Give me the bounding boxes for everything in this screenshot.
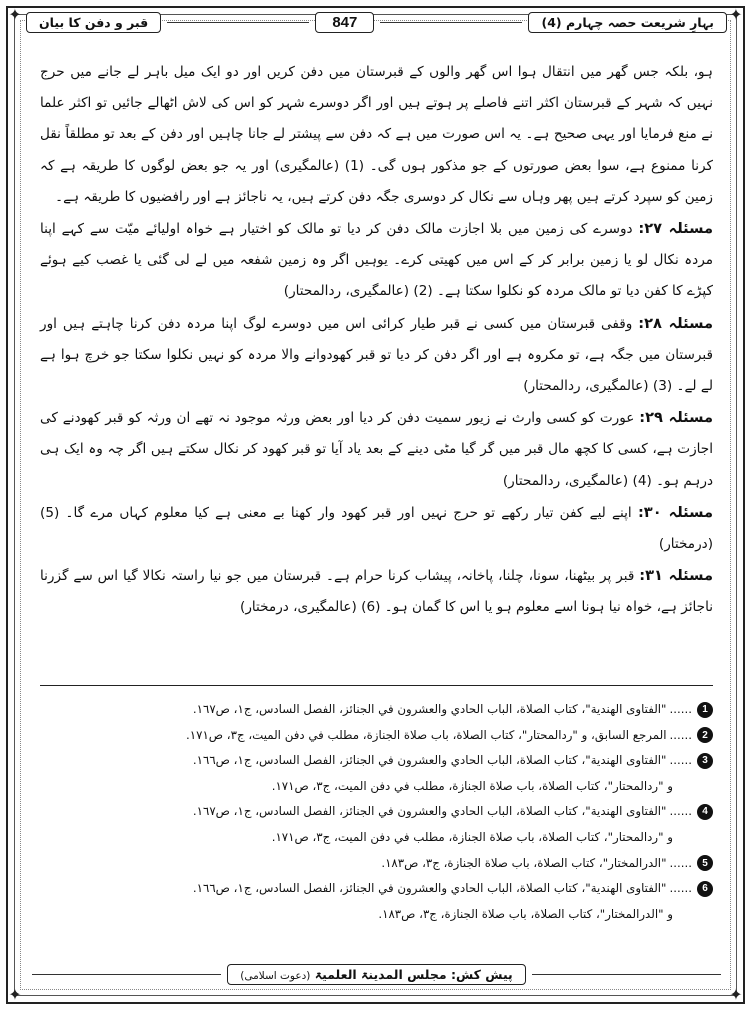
leader-dots: ...... — [669, 727, 692, 742]
paragraph — [40, 213, 713, 308]
corner-ornament: ✦ — [729, 5, 743, 24]
presented-by-label: پیش کش: — [450, 966, 513, 982]
footnote — [40, 723, 713, 749]
footnote — [40, 799, 713, 825]
footnote — [40, 748, 713, 774]
masala-label: مسئلہ ۲۸: — [638, 314, 713, 332]
footnote-continuation — [40, 902, 713, 928]
paragraph — [40, 402, 713, 497]
footnote — [40, 876, 713, 902]
footnote-text: المرجع السابق، و "ردالمحتار"، كتاب الصلاة، باب صلاة الجنازة، مطلب في دفن الميت، ج٣، ص١٧١. — [186, 727, 667, 742]
header-rule — [167, 22, 309, 23]
chapter-title: قبر و دفن کا بیان — [26, 12, 161, 33]
paragraph-text: اپنے لیے کفن تیار رکھے تو حرج نہیں اور قبر کھود وار کھنا بے معنی ہے کیا معلوم کہاں مرے گا۔ (5) (درمختار) — [40, 504, 713, 553]
footnote-number: 6 — [697, 881, 713, 897]
masala-label: مسئلہ ۳۱: — [639, 567, 714, 585]
paragraph — [40, 497, 713, 560]
leader-dots: ...... — [669, 702, 692, 716]
footer-rule — [532, 974, 721, 975]
footnote-text: "الفتاوى الهندية"، كتاب الصلاة، الباب الحادي والعشرون في الجنائز، الفصل السادس، ج١، ص١٦٦. — [192, 881, 667, 896]
footnote-number: 1 — [697, 702, 713, 718]
footnote-text: "الفتاوى الهندية"، كتاب الصلاة، الباب الحادي والعشرون في الجنائز، الفصل السادس، ج١، ص١٦٦. — [192, 753, 667, 768]
footnote-text: "الدرالمختار"، كتاب الصلاة، باب صلاة الجنازة، ج٣، ص١٨٣. — [381, 855, 667, 870]
corner-ornament: ✦ — [8, 5, 22, 24]
paragraph — [40, 560, 713, 623]
footnote-text: و "ردالمحتار"، كتاب الصلاة، باب صلاة الجنازة، مطلب في دفن الميت، ج٣، ص١٧١. — [271, 829, 673, 844]
header-rule — [380, 22, 522, 23]
book-title: بہارِ شریعت حصہ چہارم (4) — [528, 12, 727, 33]
main-text — [40, 56, 713, 624]
footnote-continuation — [40, 774, 713, 800]
masala-label: مسئلہ ۳۰: — [637, 503, 713, 521]
footnote-text: و "ردالمحتار"، كتاب الصلاة، باب صلاة الجنازة، مطلب في دفن الميت، ج٣، ص١٧١. — [271, 778, 673, 793]
masala-label: مسئلہ ۲۹: — [639, 409, 713, 427]
footnote — [40, 851, 713, 877]
leader-dots: ...... — [669, 855, 692, 870]
leader-dots: ...... — [669, 804, 692, 819]
paragraph-text: وقفی قبرستان میں کسی نے قبر طیار کرائی اس میں دوسرے لوگ اپنا مردہ دفن کرنا چاہتے ہیں اور قبرستان میں جگہ ہے، تو مکروہ ہے اور اگر دفن کر دیا تو قبر کھودوانے والا مردہ کو نہیں نکلوا سکتا جو خرچ ہوا ہے لے لے۔ (3) (عالمگیری، ردالمحتار) — [40, 315, 713, 395]
page-footer — [26, 960, 727, 988]
footnote — [40, 697, 713, 723]
footnote-text: و "الدرالمختار"، كتاب الصلاة، باب صلاة الجنازة، ج٣، ص١٨٣. — [378, 906, 673, 921]
paragraph — [40, 308, 713, 403]
masala-label: مسئلہ ۲۷: — [638, 220, 713, 238]
paragraph-text: قبر پر بیٹھنا، سونا، چلنا، پاخانہ، پیشاب کرنا حرام ہے۔ قبرستان میں جو نیا راستہ نکالا گیا اس سے گزرنا ناجائز ہے، خواہ نیا ہونا اسے معلوم ہو یا اس کا گمان ہو۔ (6) (عالمگیری، درمختار) — [40, 568, 713, 616]
footnote-number: 4 — [697, 804, 713, 820]
paragraph-text: دوسرے کی زمین میں بلا اجازت مالک دفن کر دیا تو مالک کو اختیار ہے خواہ اولیائے میّت سے کہے اپنا مردہ نکال لو یا زمین برابر کر کے اس میں کھیتی کرے۔ یوہیں اگر وہ زمین شفعہ میں لے لی گئی یا غصب کیے ہوئے کپڑے کا کفن دیا تو مالک مردہ کو نکلوا سکتا ہے۔ (2) (عالمگیری، ردالمحتار) — [40, 221, 713, 300]
footnote-number: 2 — [697, 727, 713, 743]
publisher-name: مجلس المدینۃ العلمیۃ — [314, 966, 447, 982]
footnote-text: "الفتاوى الهندية"، كتاب الصلاة، الباب الحادي والعشرون في الجنائز، الفصل السادس، ج١، ص١٦٧. — [192, 804, 667, 819]
footnote-separator — [40, 685, 713, 686]
footnote-text: "الفتاوى الهندية"، كتاب الصلاة، الباب الحادي والعشرون في الجنائز، الفصل السادس، ج١، ص١٦٧. — [192, 702, 667, 716]
paragraph — [40, 56, 713, 213]
footnote-continuation — [40, 825, 713, 851]
page-number: 847 — [315, 12, 374, 33]
paragraph-text: ہو، بلکہ جس گھر میں انتقال ہوا اس گھر والوں کے قبرستان میں دفن کریں اور دو ایک میل باہر لے جانے میں حرج نہیں کہ شہر کے قبرستان اکثر اتنے فاصلے پر ہوتے ہیں اور اگر دوسرے شہر کو اس کی لاش اٹھالے جائیں تو اکثر علما نے منع فرمایا اور یہی صحیح ہے۔ یہ اس صورت میں ہے کہ دفن سے پیشتر لے جانا چاہیں اور دفن کے بعد تو مطلقاً نقل کرنا ممنوع ہے، سوا بعض صورتوں کے جو مذکور ہوں گی۔ (1) (عالمگیری) اور یہ جو بعض لوگوں کا طریقہ ہے کہ زمین کو سپرد کرتے ہیں پھر وہاں سے نکال کر دوسری جگہ دفن کرتے ہیں، یہ ناجائز ہے اور رافضیوں کا طریقہ ہے۔ — [40, 64, 713, 205]
footnote-number: 5 — [697, 855, 713, 871]
publisher-org: (دعوت اسلامی) — [240, 969, 311, 982]
publisher-box — [227, 964, 526, 985]
paragraph-text: عورت کو کسی وارث نے زیور سمیت دفن کر دیا اور بعض ورثہ موجود نہ تھے ان ورثہ کو قبر کھودنے کی اجازت ہے، کسی کا کچھ مال قبر میں گر گیا مٹی دینے کے بعد یاد آیا تو قبر کھود کر نکال سکتے ہیں اگر چہ وہ ایک ہی درہم ہو۔ (4) (عالمگیری، ردالمحتار) — [40, 410, 713, 489]
corner-ornament: ✦ — [729, 985, 743, 1004]
corner-ornament: ✦ — [8, 985, 22, 1004]
footnotes — [40, 697, 713, 927]
page-header — [26, 8, 727, 36]
footer-rule — [32, 974, 221, 975]
leader-dots: ...... — [669, 753, 692, 768]
footnote-number: 3 — [697, 753, 713, 769]
leader-dots: ...... — [669, 881, 692, 896]
